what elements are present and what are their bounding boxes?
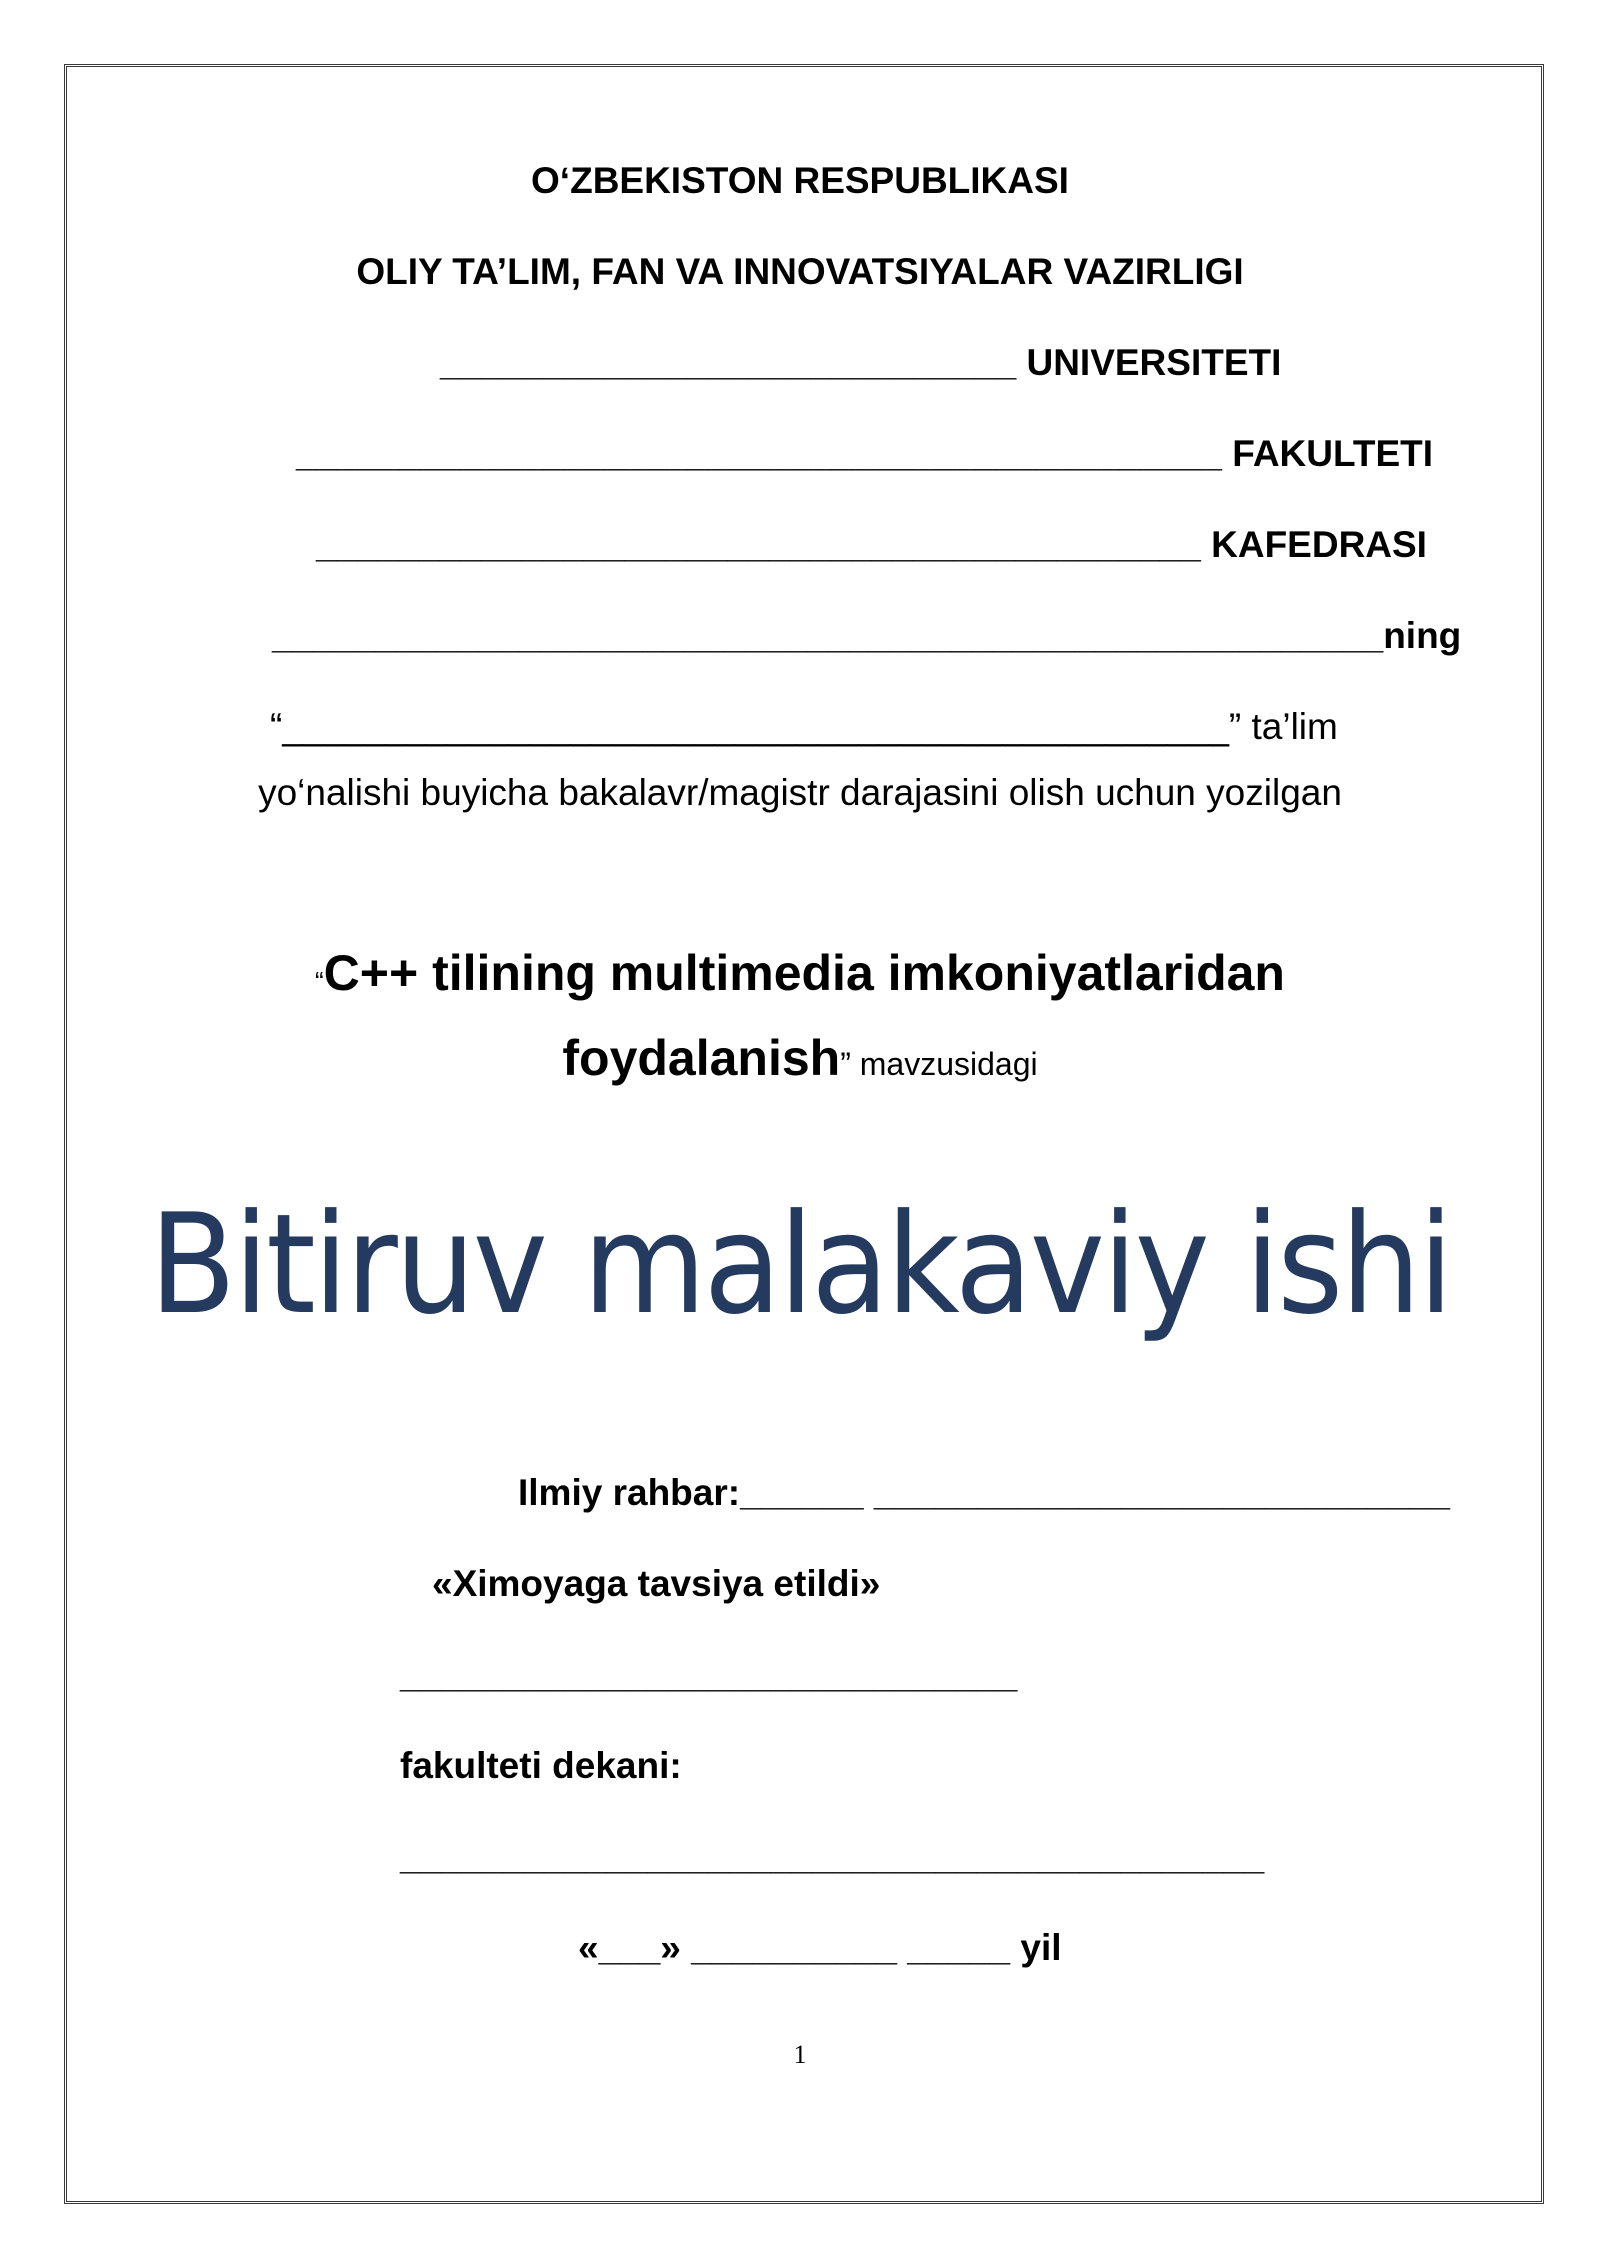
date-line: «___» __________ _____ yil — [578, 1927, 1062, 1968]
direction-blank[interactable]: ______________________________________________ — [282, 706, 1229, 747]
page-number: 1 — [793, 2040, 807, 2069]
student-suffix: ning — [1383, 615, 1462, 656]
student-line — [272, 613, 1461, 659]
department-label: KAFEDRASI — [1211, 524, 1427, 565]
topic-open-quote: “ — [315, 966, 324, 996]
recommended-blank[interactable]: ______________________________ — [400, 1654, 1018, 1695]
dean-blank[interactable]: __________________________________________ — [400, 1836, 1265, 1877]
degree-line: yo‘nalishi buyicha bakalavr/magistr darajasini olish uchun yozilgan — [258, 772, 1342, 813]
topic-title-part-2: foydalanish — [562, 1030, 841, 1086]
supervisor-line: Ilmiy rahbar:______ ____________________________ — [518, 1472, 1450, 1513]
department-line — [316, 522, 1427, 568]
university-label: UNIVERSITETI — [1026, 342, 1282, 383]
faculty-blank[interactable]: _____________________________________________ — [296, 433, 1222, 474]
faculty-line — [296, 431, 1433, 477]
topic-close-tail: ” mavzusidagi — [840, 1046, 1038, 1082]
republic-heading: O‘ZBEKISTON RESPUBLIKASI — [531, 160, 1069, 201]
university-blank[interactable]: ____________________________ — [440, 342, 1017, 383]
topic-title-part-1: C++ tilining multimedia imkoniyatlaridan — [323, 945, 1285, 1001]
student-blank[interactable]: ______________________________________________________ — [272, 615, 1384, 656]
recommended-line: «Ximoyaga tavsiya etildi» — [432, 1563, 881, 1604]
document-title: Bitiruv malakaviy ishi — [149, 1184, 1451, 1345]
topic-line-2 — [0, 1027, 1600, 1095]
direction-open-quote: “ — [270, 706, 283, 747]
university-line — [440, 340, 1281, 386]
ministry-heading: OLIY TA’LIM, FAN VA INNOVATSIYALAR VAZIRLIGI — [356, 251, 1244, 292]
direction-line — [270, 704, 1338, 750]
department-blank[interactable]: ___________________________________________ — [316, 524, 1201, 565]
dean-label: fakulteti dekani: — [400, 1745, 682, 1786]
topic-line-1 — [0, 942, 1600, 1012]
direction-close: ” ta’lim — [1228, 706, 1338, 747]
faculty-label: FAKULTETI — [1232, 433, 1434, 474]
